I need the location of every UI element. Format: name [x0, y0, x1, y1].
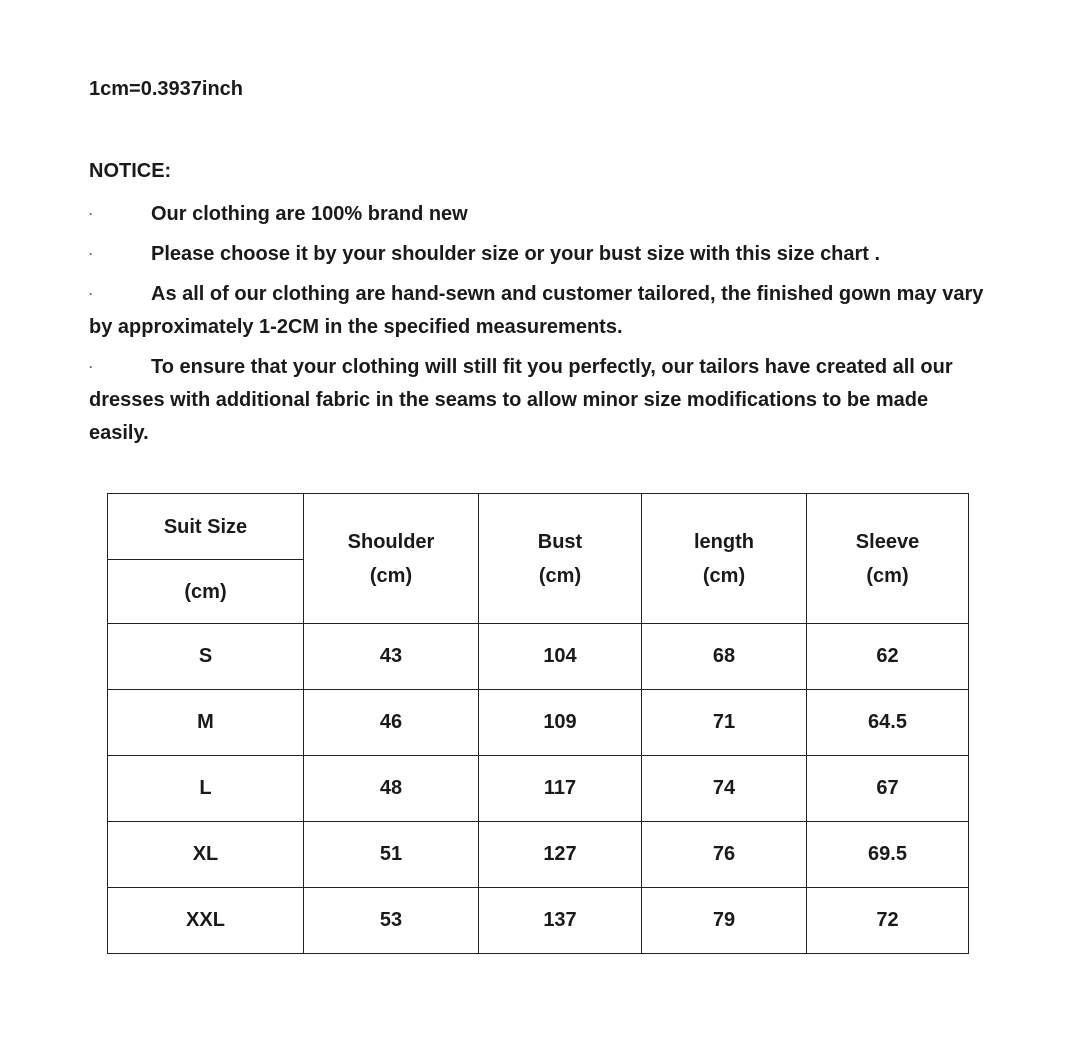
- notice-item: [89, 278, 989, 344]
- header-sleeve: [807, 494, 969, 624]
- shoulder-cell: 46: [304, 690, 479, 756]
- notice-text: Please choose it by your shoulder size or your bust size with this size chart .: [151, 243, 881, 265]
- notice-text: As all of our clothing are hand-sewn and customer tailored, the finished gown may vary by approximately 1-2CM in the specified measurements.: [89, 283, 984, 338]
- shoulder-cell: 53: [304, 888, 479, 954]
- notice-text: Our clothing are 100% brand new: [151, 203, 468, 225]
- header-unit: (cm): [702, 564, 746, 587]
- size-cell: XL: [108, 822, 304, 888]
- header-label: Bust: [537, 530, 583, 553]
- size-chart-table: [107, 493, 969, 954]
- shoulder-cell: 48: [304, 756, 479, 822]
- length-cell: 74: [642, 756, 807, 822]
- sleeve-cell: 62: [807, 624, 969, 690]
- shoulder-cell: 43: [304, 624, 479, 690]
- length-cell: 71: [642, 690, 807, 756]
- length-cell: 76: [642, 822, 807, 888]
- unit-conversion-note: 1cm=0.3937inch: [89, 78, 243, 100]
- header-unit: (cm): [184, 580, 227, 603]
- notice-item: [89, 198, 989, 231]
- bust-cell: 137: [479, 888, 642, 954]
- table-row: [108, 822, 969, 888]
- table-row: [108, 690, 969, 756]
- header-label: length: [694, 530, 754, 553]
- header-unit: (cm): [369, 564, 413, 587]
- size-cell: L: [108, 756, 304, 822]
- bust-cell: 104: [479, 624, 642, 690]
- header-label: Suit Size: [108, 494, 303, 560]
- length-cell: 79: [642, 888, 807, 954]
- header-label: Shoulder: [347, 530, 435, 553]
- header-bust: [479, 494, 642, 624]
- size-cell: M: [108, 690, 304, 756]
- bullet-icon: ·: [89, 247, 93, 261]
- notice-item: [89, 351, 989, 450]
- header-suit-size: [108, 494, 304, 624]
- bust-cell: 117: [479, 756, 642, 822]
- notice-title: NOTICE:: [89, 160, 172, 182]
- header-label: Sleeve: [855, 530, 920, 553]
- table-header-row: [108, 494, 969, 624]
- length-cell: 68: [642, 624, 807, 690]
- table-row: [108, 756, 969, 822]
- table-row: [108, 624, 969, 690]
- bullet-icon: ·: [89, 287, 93, 301]
- header-length: [642, 494, 807, 624]
- bullet-icon: ·: [89, 360, 93, 374]
- sleeve-cell: 67: [807, 756, 969, 822]
- bullet-icon: ·: [89, 207, 93, 221]
- bust-cell: 109: [479, 690, 642, 756]
- notice-list: [89, 198, 989, 457]
- shoulder-cell: 51: [304, 822, 479, 888]
- size-cell: S: [108, 624, 304, 690]
- header-shoulder: [304, 494, 479, 624]
- header-unit: (cm): [866, 564, 909, 587]
- sleeve-cell: 69.5: [807, 822, 969, 888]
- sleeve-cell: 72: [807, 888, 969, 954]
- header-unit: (cm): [538, 564, 582, 587]
- notice-text: To ensure that your clothing will still fit you perfectly, our tailors have created all our dresses with additional fabric in the seams to allow minor size modifications to be made easily.: [89, 356, 953, 444]
- size-cell: XXL: [108, 888, 304, 954]
- table-row: [108, 888, 969, 954]
- notice-item: [89, 238, 989, 271]
- bust-cell: 127: [479, 822, 642, 888]
- sleeve-cell: 64.5: [807, 690, 969, 756]
